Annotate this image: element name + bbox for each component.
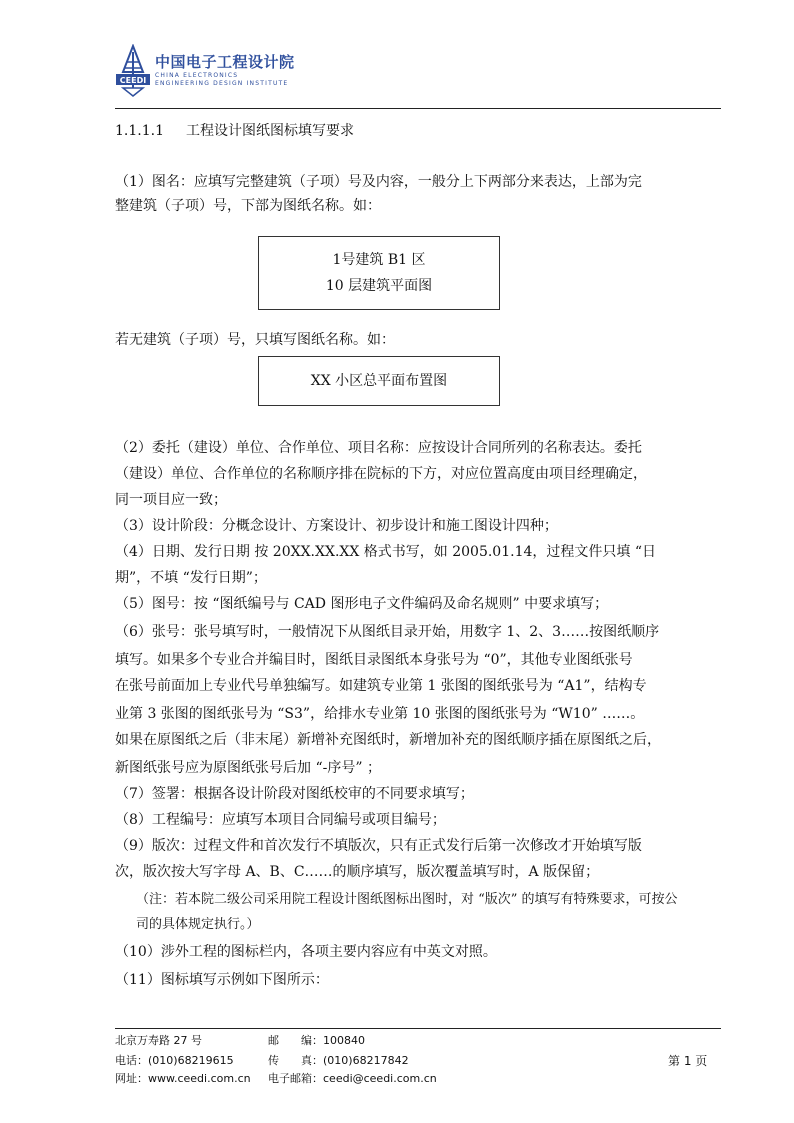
footer-divider <box>115 1028 721 1029</box>
example-box-1-line-2: 10 层建筑平面图 <box>325 278 433 294</box>
paragraph-8: （8）工程编号：应填写本项目合同编号或项目编号； <box>115 812 446 828</box>
footer-phone-value: (010)68219615 <box>148 1054 234 1067</box>
paragraph-7: （7）签署：根据各设计阶段对图纸校审的不同要求填写； <box>115 786 474 802</box>
section-number: 1.1.1.1 <box>115 123 164 139</box>
ceedi-logo-icon <box>115 44 151 98</box>
logo-text: CEEDI <box>119 76 147 85</box>
section-heading <box>115 120 354 140</box>
paragraph-6-line-6: 新图纸张号应为原图纸张号后加 “-序号” ； <box>115 760 381 776</box>
paragraph-6-line-3: 在张号前面加上专业代号单独编写。如建筑专业第 1 张图的图纸张号为 “A1”，结构专 <box>115 678 647 694</box>
footer-fax-value: (010)68217842 <box>323 1054 409 1067</box>
paragraph-6-line-5: 如果在原图纸之后（非末尾）新增补充图纸时，新增加补充的图纸顺序插在原图纸之后， <box>115 732 661 748</box>
note-line-2: 司的具体规定执行。） <box>136 917 260 932</box>
footer-email-value[interactable]: ceedi@ceedi.com.cn <box>323 1072 437 1085</box>
footer-page-number: 第 1 页 <box>668 1054 708 1068</box>
example-box-2-line-1: XX 小区总平面布置图 <box>310 373 448 389</box>
paragraph-1-line-1: （1）图名：应填写完整建筑（子项）号及内容，一般分上下两部分来表达，上部为完 <box>115 174 642 190</box>
example-box-2 <box>258 356 500 406</box>
paragraph-6-line-4: 业第 3 张图的图纸张号为 “S3”，给排水专业第 10 张图的图纸张号为 “W10” ……。 <box>115 706 645 722</box>
page-header <box>115 38 721 108</box>
footer-website <box>115 1070 251 1088</box>
footer-fax <box>268 1052 409 1070</box>
example-box-1-line-1: 1号建筑 B1 区 <box>332 252 426 268</box>
footer-web-value[interactable]: www.ceedi.com.cn <box>148 1072 251 1085</box>
footer-postcode-value: 100840 <box>323 1034 365 1047</box>
example-box-1 <box>258 236 500 310</box>
footer-postcode <box>268 1032 365 1050</box>
paragraph-6-line-1: （6）张号：张号填写时，一般情况下从图纸目录开始，用数字 1、2、3……按图纸顺序 <box>115 624 660 640</box>
paragraph-9-line-2: 次，版次按大写字母 A、B、C……的顺序填写，版次覆盖填写时，A 版保留； <box>115 864 600 880</box>
paragraph-4-line-2: 期”，不填 “发行日期”； <box>115 570 267 586</box>
footer-fax-label: 传 真： <box>268 1054 323 1067</box>
footer-address: 北京万寿路 27 号 <box>115 1034 202 1047</box>
header-divider <box>115 108 721 109</box>
section-title: 工程设计图纸图标填写要求 <box>185 123 354 139</box>
paragraph-3: （3）设计阶段：分概念设计、方案设计、初步设计和施工图设计四种； <box>115 518 558 534</box>
org-name-cn: 中国电子工程设计院 <box>155 53 295 71</box>
paragraph-9-line-1: （9）版次：过程文件和首次发行不填版次，只有正式发行后第一次修改才开始填写版 <box>115 838 642 854</box>
paragraph-4-line-1: （4）日期、发行日期 按 20XX.XX.XX 格式书写，如 2005.01.14，过程文件只填 “日 <box>115 544 656 560</box>
footer-web-label: 网址： <box>115 1072 148 1085</box>
paragraph-2-line-3: 同一项目应一致； <box>115 492 227 508</box>
footer-postcode-label: 邮 编： <box>268 1034 323 1047</box>
paragraph-1-line-2: 整建筑（子项）号，下部为图纸名称。如： <box>115 198 381 214</box>
footer-email-label: 电子邮箱： <box>268 1072 323 1085</box>
org-name-en-1: CHINA ELECTRONICS <box>155 72 239 79</box>
footer-phone-label: 电话： <box>115 1054 148 1067</box>
paragraph-2-line-1: （2）委托（建设）单位、合作单位、项目名称：应按设计合同所列的名称表达。委托 <box>115 440 642 456</box>
paragraph-2-line-2: （建设）单位、合作单位的名称顺序排在院标的下方，对应位置高度由项目经理确定， <box>115 466 647 482</box>
footer-email <box>268 1070 437 1088</box>
paragraph-11: （11）图标填写示例如下图所示： <box>115 972 329 988</box>
paragraph-no-item: 若无建筑（子项）号，只填写图纸名称。如： <box>115 332 395 348</box>
paragraph-6-line-2: 填写。如果多个专业合并编目时，图纸目录图纸本身张号为 “0”，其他专业图纸张号 <box>115 652 633 668</box>
note-line-1: （注：若本院二级公司采用院工程设计图纸图标出图时，对 “版次” 的填写有特殊要求，可按公 <box>136 892 678 907</box>
paragraph-5: （5）图号：按 “图纸编号与 CAD 图形电子文件编码及命名规则” 中要求填写； <box>115 596 609 612</box>
org-name-en-2: ENGINEERING DESIGN INSTITUTE <box>155 80 289 87</box>
paragraph-10: （10）涉外工程的图标栏内，各项主要内容应有中英文对照。 <box>115 944 497 960</box>
footer-phone <box>115 1052 234 1070</box>
